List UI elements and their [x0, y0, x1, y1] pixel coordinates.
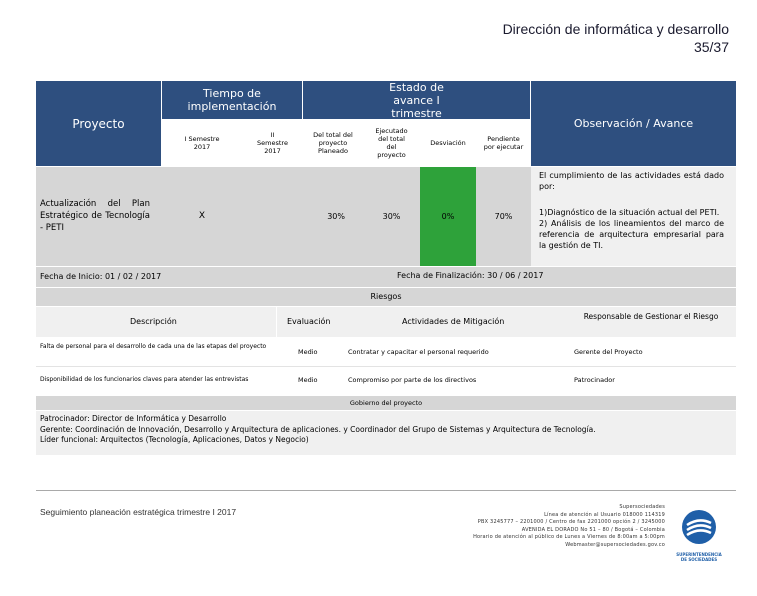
footer-line: PBX 3245777 – 2201000 / Centro de fax 2201000 opción 2 / 3245000 [477, 519, 665, 525]
risk-evaluacion: Medio [298, 348, 318, 356]
col-proyecto-header [36, 81, 161, 166]
sub-sem2-label: II Semestre 2017 [257, 131, 288, 155]
row-sem1 [162, 167, 242, 266]
risk-descripcion: Falta de personal para el desarrollo de cada una de las etapas del proyecto [40, 343, 267, 350]
risk-descripcion: Disponibilidad de los funcionarios claves para atender las entrevistas [40, 376, 249, 383]
footer-line: Supersociedades [619, 504, 665, 510]
sub-ejecutado-label: Ejecutado del total del proyecto [375, 127, 408, 159]
col-observacion-label: Observación / Avance [573, 117, 694, 130]
sub-ejecutado [364, 120, 419, 166]
col-observacion-header [531, 81, 736, 166]
row-planeado-value: 30% [327, 212, 345, 221]
riesgos-col-mitigacion: Actividades de Mitigación [402, 317, 505, 326]
gobierno-patrocinador: Patrocinador: Director de Informática y Desarrollo [40, 414, 227, 423]
footer-divider [36, 490, 736, 491]
riesgos-col-responsable: Responsable de Gestionar el Riesgo [583, 312, 719, 321]
riesgos-col-evaluacion: Evaluación [287, 317, 331, 326]
riesgos-title: Riesgos [370, 292, 402, 301]
col-estado-label: Estado de avance I trimestre [389, 80, 444, 120]
obs-intro: El cumplimiento de las actividades está dado por: [539, 171, 724, 191]
risk-row [36, 368, 736, 392]
gobierno-title: Gobierno del proyecto [349, 399, 423, 407]
sub-desviacion [420, 120, 476, 166]
gobierno-lines [40, 414, 730, 446]
sub-pendiente [477, 120, 530, 166]
obs-items: 1)Diagnóstico de la situación actual del PETI. 2) Análisis de los lineamientos del marco de referencia de arquitectura empresarial para la gestión de TI. [539, 208, 724, 250]
footer-title: Seguimiento planeación estratégica trimestre I 2017 [40, 507, 237, 517]
supersociedades-logo [676, 508, 722, 562]
riesgos-col-descripcion: Descripción [130, 317, 177, 326]
risk-row [36, 338, 736, 367]
footer-line: Horario de atención al público de Lunes a Viernes de 8:00am a 5:00pm [473, 534, 665, 540]
sub-sem2 [243, 120, 302, 166]
row-ejecutado [364, 167, 419, 266]
risk-mitigacion: Compromiso por parte de los directivos [348, 376, 477, 384]
sub-total-planeado-label: Del total del proyecto Planeado [313, 131, 353, 155]
risk-evaluacion: Medio [298, 376, 318, 384]
document-header [503, 20, 729, 56]
gobierno-gerente: Gerente: Coordinación de Innovación, Desarrollo y Arquitectura de aplicaciones. y Coordinador del Grupo de Sistemas y Arquitectura de Tecnología. [40, 424, 596, 434]
risk-mitigacion: Contratar y capacitar el personal requerido [348, 348, 489, 356]
row-proyecto: Actualización del Plan Estratégico de Tecnología - PETI [40, 199, 150, 233]
col-proyecto-label: Proyecto [72, 116, 125, 131]
col-tiempo-header [162, 81, 302, 119]
page-number: 35/37 [693, 39, 729, 55]
row-sem1-value: X [198, 211, 206, 221]
col-estado-header [303, 81, 530, 119]
logo-icon [676, 508, 722, 548]
section-title: Dirección de informática y desarrollo [502, 21, 729, 37]
row-pendiente-value: 70% [494, 212, 513, 221]
riesgos-header-divider [276, 307, 277, 337]
footer-line: AVENIDA EL DORADO No 51 – 80 / Bogotá – Colombia [521, 526, 665, 533]
sub-sem1 [162, 120, 242, 166]
logo-text: SUPERINTENDENCIA DE SOCIEDADES [676, 552, 722, 562]
sub-total-planeado [303, 120, 363, 166]
row-ejecutado-value: 30% [382, 212, 401, 221]
fecha-fin: Fecha de Finalización: 30 / 06 / 2017 [397, 271, 544, 280]
risk-responsable: Gerente del Proyecto [574, 348, 643, 356]
footer-line: Webmaster@supersociedades.gov.co [565, 541, 665, 548]
sub-pendiente-label: Pendiente por ejecutar [483, 135, 524, 151]
fecha-inicio: Fecha de Inicio: 01 / 02 / 2017 [40, 272, 162, 281]
gobierno-lider: Líder funcional: Arquitectos (Tecnología, Aplicaciones, Datos y Negocio) [40, 435, 309, 444]
row-pendiente [477, 167, 530, 266]
row-planeado [303, 167, 363, 266]
sub-sem1-label: I Semestre 2017 [184, 135, 220, 151]
risk-responsable: Patrocinador [574, 376, 615, 384]
sub-desviacion-label: Desviación [430, 139, 466, 147]
footer-line: Línea de atención al Usuario 018000 114319 [544, 511, 665, 518]
col-tiempo-label: Tiempo de implementación [187, 87, 277, 113]
row-desviacion-value: 0% [441, 212, 455, 221]
footer-contact [385, 504, 665, 549]
row-desviacion [420, 167, 476, 266]
